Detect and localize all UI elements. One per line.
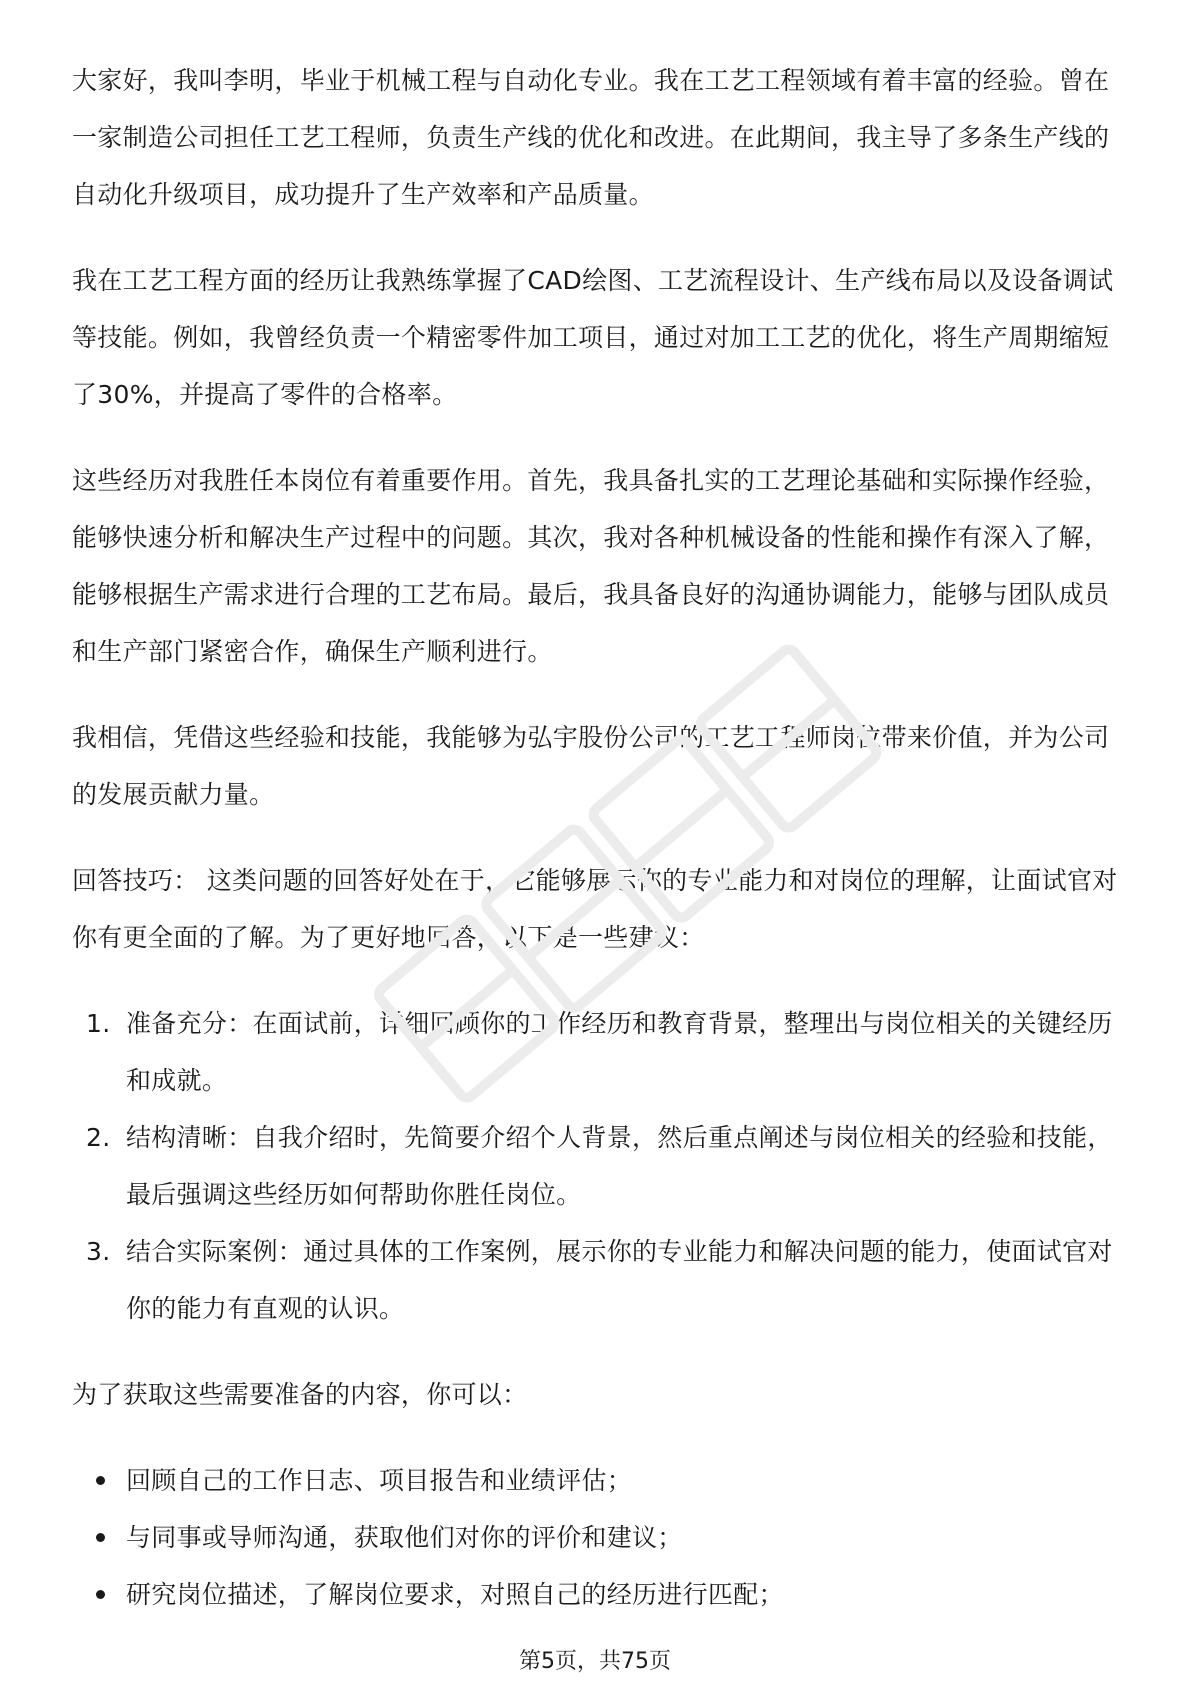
list-item-text: 结构清晰：自我介绍时，先简要介绍个人背景，然后重点阐述与岗位相关的经验和技能，最后强调这些经历如何帮助你胜任岗位。 [126, 1123, 1113, 1209]
page-footer: 第5页，共75页 [519, 1649, 671, 1674]
list-item [72, 1566, 1118, 1623]
bullet-icon [96, 1476, 105, 1485]
list-item-text: 与同事或导师沟通，获取他们对你的评价和建议； [126, 1523, 683, 1552]
bullet-icon [96, 1590, 105, 1599]
prep-intro: 为了获取这些需要准备的内容，你可以： [72, 1380, 528, 1409]
list-item [72, 1109, 1118, 1223]
bullet-icon [96, 1533, 105, 1542]
list-number: 1. [86, 1009, 111, 1038]
closing-paragraph: 我相信，凭借这些经验和技能，我能够为弘宇股份公司的工艺工程师岗位带来价值，并为公司的发展贡献力量。 [72, 723, 1110, 809]
qualification-paragraph: 这些经历对我胜任本岗位有着重要作用。首先，我具备扎实的工艺理论基础和实际操作经验，能够快速分析和解决生产过程中的问题。其次，我对各种机械设备的性能和操作有深入了解，能够根据生产需求进行合理的工艺布局。最后，我具备良好的沟通协调能力，能够与团队成员和生产部门紧密合作，确保生产顺利进行。 [72, 466, 1110, 666]
list-item-text: 结合实际案例：通过具体的工作案例，展示你的专业能力和解决问题的能力，使面试官对你的能力有直观的认识。 [126, 1237, 1113, 1323]
tips-intro-paragraph: 回答技巧： 这类问题的回答好处在于，它能够展示你的专业能力和对岗位的理解，让面试官对你有更全面的了解。为了更好地回答，以下是一些建议： [72, 866, 1118, 952]
list-item [72, 1223, 1118, 1337]
experience-paragraph: 我在工艺工程方面的经历让我熟练掌握了CAD绘图、工艺流程设计、生产线布局以及设备调试等技能。例如，我曾经负责一个精密零件加工项目，通过对加工工艺的优化，将生产周期缩短了30%，并提高了零件的合格率。 [72, 266, 1114, 409]
list-item-text: 回顾自己的工作日志、项目报告和业绩评估； [126, 1466, 633, 1495]
list-number: 2. [86, 1123, 111, 1152]
list-item-text: 研究岗位描述，了解岗位要求，对照自己的经历进行匹配； [126, 1580, 784, 1609]
prep-list [72, 1452, 1118, 1623]
intro-paragraph: 大家好，我叫李明，毕业于机械工程与自动化专业。我在工艺工程领域有着丰富的经验。曾在一家制造公司担任工艺工程师，负责生产线的优化和改进。在此期间，我主导了多条生产线的自动化升级项目，成功提升了生产效率和产品质量。 [72, 66, 1110, 209]
list-item-text: 准备充分：在面试前，详细回顾你的工作经历和教育背景，整理出与岗位相关的关键经历和成就。 [126, 1009, 1113, 1095]
list-item [72, 1452, 1118, 1509]
tips-list [72, 995, 1118, 1337]
list-item [72, 995, 1118, 1109]
list-item [72, 1509, 1118, 1566]
list-number: 3. [86, 1237, 111, 1266]
